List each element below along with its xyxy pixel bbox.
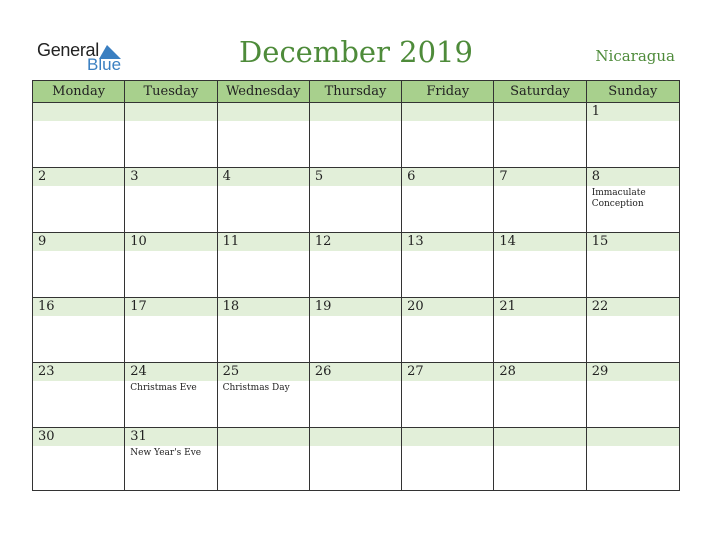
day-cell — [218, 298, 310, 362]
day-cell — [310, 168, 402, 232]
weekday-header — [33, 81, 679, 103]
day-number: 26 — [314, 364, 332, 379]
day-cell — [125, 103, 217, 167]
day-cell — [218, 363, 310, 427]
day-cell — [587, 103, 679, 167]
day-cell-band — [402, 428, 493, 446]
day-cell — [33, 298, 125, 362]
day-number: 2 — [38, 169, 47, 184]
day-cell — [310, 428, 402, 490]
day-number: 22 — [591, 299, 609, 314]
week-row — [33, 298, 679, 363]
day-cell-band — [402, 103, 493, 121]
day-number: 9 — [38, 234, 47, 249]
day-cell-band — [310, 428, 401, 446]
weekday-friday: Friday — [402, 81, 494, 102]
day-cell — [125, 168, 217, 232]
weekday-thursday: Thursday — [310, 81, 402, 102]
day-number: 25 — [222, 364, 240, 379]
day-cell — [125, 298, 217, 362]
day-cell-band — [587, 168, 679, 186]
day-cell — [402, 428, 494, 490]
day-cell — [218, 168, 310, 232]
weekday-wednesday: Wednesday — [218, 81, 310, 102]
holiday-label: New Year's Eve — [130, 448, 202, 458]
day-number: 24 — [130, 364, 147, 379]
day-cell-band — [33, 233, 124, 251]
day-number: 30 — [38, 429, 55, 444]
day-number: 18 — [222, 299, 240, 314]
day-number: 19 — [314, 299, 332, 314]
day-number: 13 — [407, 234, 424, 249]
day-cell — [587, 363, 679, 427]
day-cell-band — [310, 168, 401, 186]
day-cell-band — [125, 168, 216, 186]
day-cell — [33, 168, 125, 232]
week-row — [33, 363, 679, 428]
day-cell — [310, 103, 402, 167]
day-number: 14 — [499, 234, 516, 249]
week-row — [33, 233, 679, 298]
day-cell — [402, 168, 494, 232]
day-cell-band — [218, 103, 309, 121]
day-cell-band — [33, 103, 124, 121]
day-cell-band — [587, 428, 679, 446]
holiday-label: Immaculate Conception — [591, 188, 646, 209]
day-cell — [125, 233, 217, 297]
day-number: 8 — [591, 169, 600, 184]
day-number: 31 — [130, 429, 147, 444]
day-number: 7 — [499, 169, 508, 184]
country-label: Nicaragua — [595, 47, 675, 65]
day-number: 21 — [499, 299, 516, 314]
day-number: 20 — [407, 299, 424, 314]
day-cell — [125, 428, 217, 490]
calendar-title: December 2019 — [239, 35, 473, 69]
day-cell-band — [125, 103, 216, 121]
day-number: 4 — [222, 169, 231, 184]
weekday-tuesday: Tuesday — [125, 81, 217, 102]
day-cell — [310, 298, 402, 362]
day-number: 10 — [130, 234, 147, 249]
weekday-monday: Monday — [33, 81, 125, 102]
logo-general-text: General — [37, 40, 99, 60]
day-number: 5 — [314, 169, 324, 184]
day-number: 15 — [591, 234, 609, 249]
week-row — [33, 428, 679, 490]
day-cell-band — [33, 168, 124, 186]
day-number: 6 — [407, 169, 416, 184]
day-number: 23 — [38, 364, 55, 379]
day-number: 3 — [130, 169, 139, 184]
day-cell — [494, 298, 586, 362]
day-number: 29 — [591, 364, 609, 379]
day-cell — [310, 363, 402, 427]
day-cell — [402, 103, 494, 167]
day-number: 1 — [591, 104, 600, 119]
day-number: 28 — [499, 364, 516, 379]
day-cell-band — [587, 103, 679, 121]
day-cell — [587, 233, 679, 297]
day-cell — [33, 103, 125, 167]
day-cell-band — [494, 168, 585, 186]
day-cell — [33, 233, 125, 297]
day-cell — [494, 103, 586, 167]
holiday-label: Christmas Eve — [130, 383, 197, 393]
weekday-sunday: Sunday — [608, 84, 658, 99]
week-row — [33, 168, 679, 233]
day-cell — [402, 298, 494, 362]
day-cell — [494, 363, 586, 427]
day-cell — [402, 363, 494, 427]
day-cell — [310, 233, 402, 297]
week-row — [33, 103, 679, 168]
day-cell-band — [494, 103, 585, 121]
weekday-saturday: Saturday — [494, 81, 586, 102]
day-cell — [494, 233, 586, 297]
day-cell — [587, 298, 679, 362]
day-cell — [494, 428, 586, 490]
day-number: 16 — [38, 299, 55, 314]
day-cell — [218, 233, 310, 297]
day-cell — [587, 428, 679, 490]
day-cell — [218, 103, 310, 167]
day-number: 17 — [130, 299, 147, 314]
day-number: 12 — [314, 234, 332, 249]
day-cell — [402, 233, 494, 297]
logo-blue-text: Blue — [87, 55, 122, 74]
day-cell-band — [310, 103, 401, 121]
day-cell — [33, 363, 125, 427]
day-cell — [33, 428, 125, 490]
day-cell — [494, 168, 586, 232]
day-cell — [125, 363, 217, 427]
day-number: 27 — [407, 364, 424, 379]
day-cell-band — [402, 168, 493, 186]
day-cell — [587, 168, 679, 232]
calendar-grid — [32, 80, 680, 491]
day-cell-band — [218, 428, 309, 446]
day-cell-band — [218, 168, 309, 186]
day-cell — [218, 428, 310, 490]
day-number: 11 — [222, 234, 240, 249]
holiday-label: Christmas Day — [222, 383, 290, 393]
day-cell-band — [494, 428, 585, 446]
